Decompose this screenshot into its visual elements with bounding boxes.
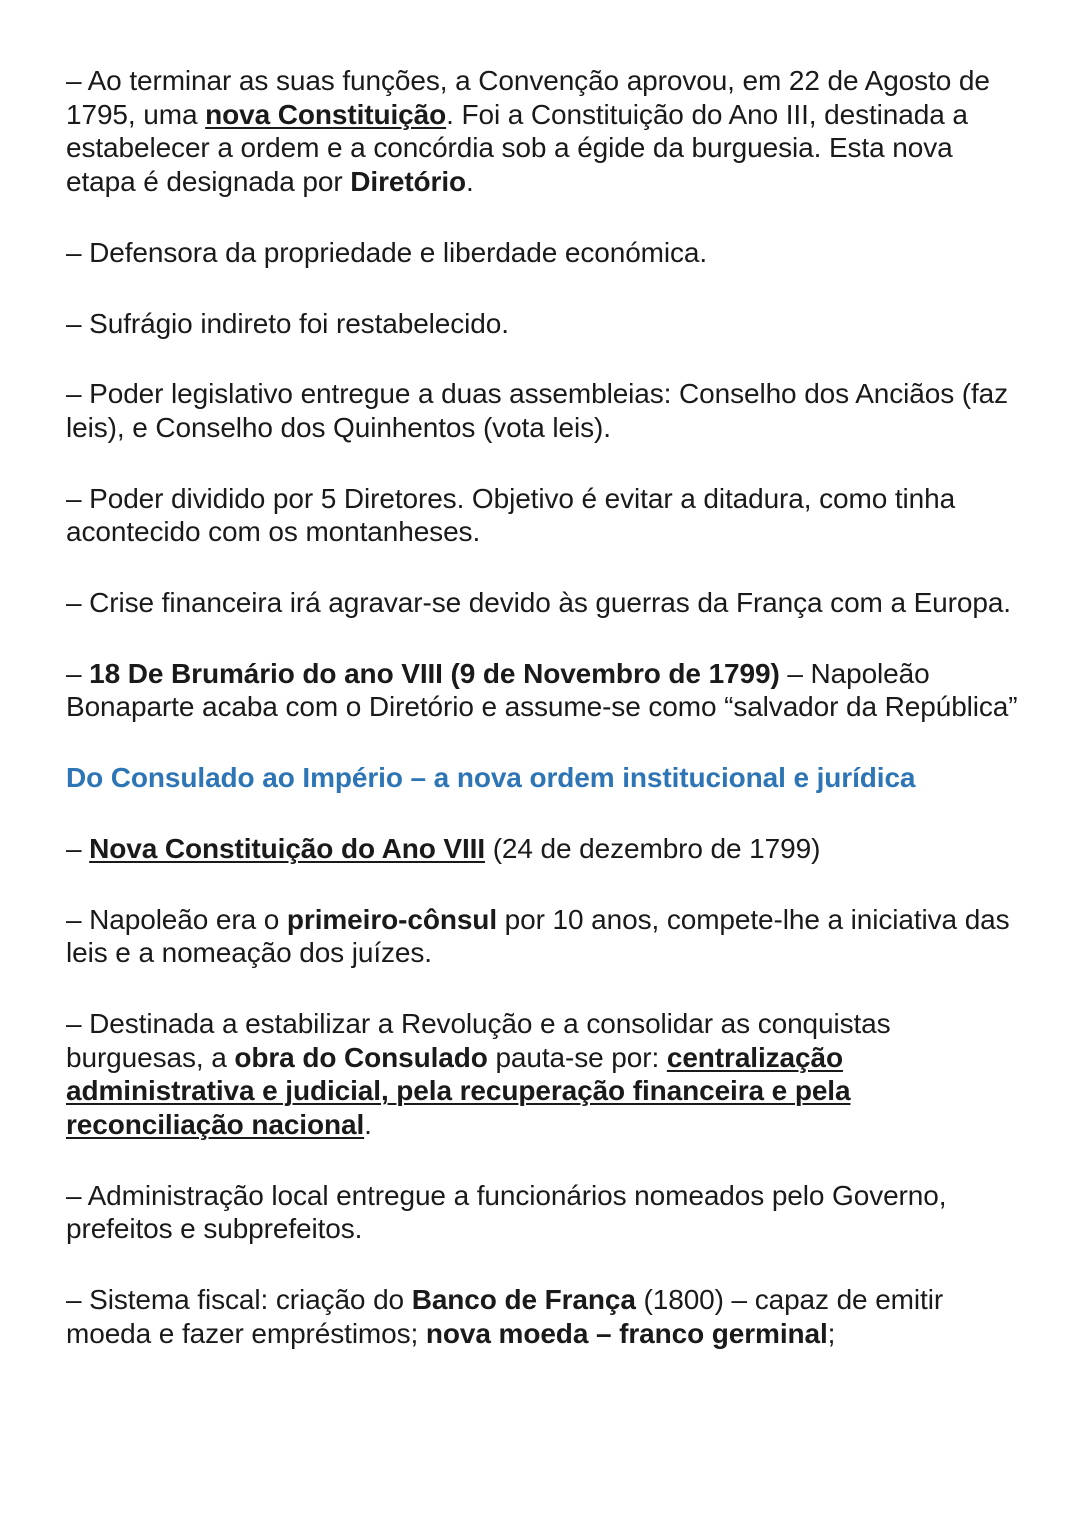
banco-franca-text: Banco de França xyxy=(411,1284,636,1316)
paragraph-financial-crisis: – Crise financeira irá agravar-se devido às guerras da França com a Europa. xyxy=(66,587,1011,619)
diretorio-text: Diretório xyxy=(350,166,467,198)
primeiro-consul-text: primeiro-cônsul xyxy=(286,903,497,935)
paragraph-fiscal-system: – Sistema fiscal: criação do Banco de França (1800) – capaz de emitir moeda e fazer empréstimos; nova moeda – franco germinal; xyxy=(66,1284,944,1349)
paragraph-local-administration: – Administração local entregue a funcionários nomeados pelo Governo, prefeitos e subprefeitos. xyxy=(66,1179,947,1245)
brumaire-date-text: 18 De Brumário do ano VIII (9 de Novembro de 1799) xyxy=(89,657,780,689)
paragraph-brumaire: – 18 De Brumário do ano VIII (9 de Novembro de 1799) – Napoleão Bonaparte acaba com o Diretório e assume-se como “salvador da República” xyxy=(66,657,1018,723)
franco-germinal-text: nova moeda – franco germinal xyxy=(425,1317,828,1349)
constitution-year-viii-text: Nova Constituição do Ano VIII xyxy=(89,832,486,864)
paragraph-suffrage: – Sufrágio indireto foi restabelecido. xyxy=(66,307,509,339)
obra-consulado-text: obra do Consulado xyxy=(234,1041,488,1073)
paragraph-consulate-work: – Destinada a estabilizar a Revolução e a consolidar as conquistas burguesas, a obra do Consulado pauta-se por: centralização administrativa e judicial, pela recuperação financeira e pela reconciliação nacional. xyxy=(66,1007,891,1141)
paragraph-first-consul: – Napoleão era o primeiro-cônsul por 10 anos, compete-lhe a iniciativa das leis e a nomeação dos juízes. xyxy=(66,903,1010,969)
paragraph-constitution-year-iii: – Ao terminar as suas funções, a Convenção aprovou, em 22 de Agosto de 1795, uma nova Constituição. Foi a Constituição do Ano III, destinada a estabelecer a ordem e a concórdia sob a égide da burguesia. Esta nova etapa é designada por Diretório. xyxy=(66,65,990,198)
paragraph-property: – Defensora da propriedade e liberdade económica. xyxy=(66,236,708,268)
paragraph-constitution-year-viii: – Nova Constituição do Ano VIII (24 de dezembro de 1799) xyxy=(66,832,821,864)
section-heading: Do Consulado ao Império – a nova ordem institucional e jurídica xyxy=(66,762,916,794)
centralizacao-text: centralização administrativa e judicial, pela recuperação financeira e pela reconciliação nacional xyxy=(66,1041,851,1141)
nova-constituicao-text: nova Constituição xyxy=(205,98,447,130)
paragraph-legislative: – Poder legislativo entregue a duas assembleias: Conselho dos Anciãos (faz leis), e Conselho dos Quinhentos (vota leis). xyxy=(66,378,1009,443)
paragraph-directors: – Poder dividido por 5 Diretores. Objetivo é evitar a ditadura, como tinha acontecido com os montanheses. xyxy=(66,482,956,548)
